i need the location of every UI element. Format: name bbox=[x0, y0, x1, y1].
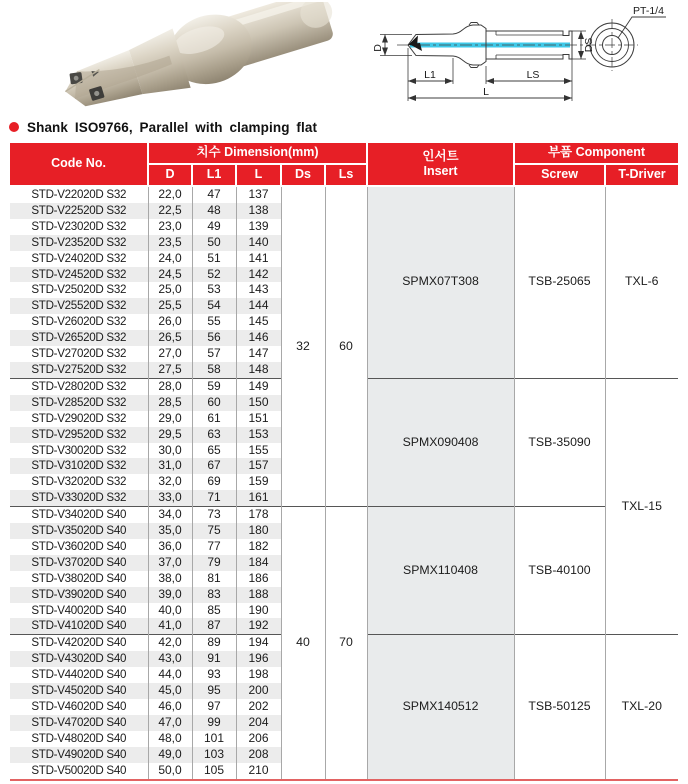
code-cell: STD-V28520D S32 bbox=[10, 395, 148, 411]
code-cell: STD-V25020D S32 bbox=[10, 282, 148, 298]
dim-l1-cell: 54 bbox=[192, 298, 236, 314]
dim-l1-cell: 58 bbox=[192, 362, 236, 378]
dim-l1-cell: 60 bbox=[192, 395, 236, 411]
dim-l-cell: 184 bbox=[236, 555, 281, 571]
dim-d-cell: 27,5 bbox=[148, 362, 192, 378]
code-cell: STD-V25520D S32 bbox=[10, 298, 148, 314]
dim-l1-cell: 85 bbox=[192, 603, 236, 619]
dim-l1-cell: 56 bbox=[192, 330, 236, 346]
screw-cell: TSB-50125 bbox=[514, 635, 605, 780]
dim-d-cell: 23,0 bbox=[148, 219, 192, 235]
dim-l-cell: 180 bbox=[236, 523, 281, 539]
code-cell: STD-V24020D S32 bbox=[10, 251, 148, 267]
col-header-code: Code No. bbox=[10, 143, 148, 186]
code-cell: STD-V22020D S32 bbox=[10, 186, 148, 203]
dim-l1-cell: 93 bbox=[192, 667, 236, 683]
dim-d-cell: 47,0 bbox=[148, 715, 192, 731]
dim-l-cell: 147 bbox=[236, 346, 281, 362]
dim-d-cell: 32,0 bbox=[148, 474, 192, 490]
dim-l-cell: 188 bbox=[236, 587, 281, 603]
tdriver-cell: TXL-15 bbox=[605, 378, 678, 635]
code-cell: STD-V22520D S32 bbox=[10, 203, 148, 219]
ls-cell: 60 bbox=[325, 186, 367, 507]
code-cell: STD-V34020D S40 bbox=[10, 507, 148, 523]
col-header-tdriver: T-Driver bbox=[605, 164, 678, 186]
dim-l1-cell: 101 bbox=[192, 731, 236, 747]
dim-l-cell: 204 bbox=[236, 715, 281, 731]
dim-l-cell: 146 bbox=[236, 330, 281, 346]
code-cell: STD-V29020D S32 bbox=[10, 411, 148, 427]
dim-l-cell: 141 bbox=[236, 251, 281, 267]
dim-d-cell: 28,5 bbox=[148, 395, 192, 411]
spec-table-body bbox=[10, 186, 678, 780]
dim-l1-cell: 75 bbox=[192, 523, 236, 539]
code-cell: STD-V46020D S40 bbox=[10, 699, 148, 715]
dim-l1-cell: 67 bbox=[192, 458, 236, 474]
col-header-component: 부품 Component bbox=[514, 143, 678, 164]
dim-l1-cell: 65 bbox=[192, 443, 236, 459]
dim-d-cell: 46,0 bbox=[148, 699, 192, 715]
col-header-screw: Screw bbox=[514, 164, 605, 186]
dim-l-cell: 148 bbox=[236, 362, 281, 378]
insert-cell: SPMX07T308 bbox=[367, 186, 514, 378]
dim-l-cell: 192 bbox=[236, 618, 281, 634]
dim-l-cell: 159 bbox=[236, 474, 281, 490]
dim-d-cell: 27,0 bbox=[148, 346, 192, 362]
dim-d-cell: 24,5 bbox=[148, 267, 192, 283]
drill-technical-diagram bbox=[350, 0, 688, 114]
code-cell: STD-V33020D S32 bbox=[10, 490, 148, 506]
code-cell: STD-V35020D S40 bbox=[10, 523, 148, 539]
dim-l-cell: 149 bbox=[236, 378, 281, 394]
screw-cell: TSB-25065 bbox=[514, 186, 605, 378]
dim-l-cell: 137 bbox=[236, 186, 281, 203]
dim-l1-cell: 53 bbox=[192, 282, 236, 298]
dim-l1-cell: 73 bbox=[192, 507, 236, 523]
code-cell: STD-V23020D S32 bbox=[10, 219, 148, 235]
dim-d-cell: 30,0 bbox=[148, 443, 192, 459]
screw-cell: TSB-35090 bbox=[514, 378, 605, 506]
dim-l-cell: 140 bbox=[236, 235, 281, 251]
dim-l1-cell: 95 bbox=[192, 683, 236, 699]
dim-d-cell: 22,5 bbox=[148, 203, 192, 219]
dim-label-d: D bbox=[372, 44, 384, 52]
code-cell: STD-V40020D S40 bbox=[10, 603, 148, 619]
insert-cell: SPMX140512 bbox=[367, 635, 514, 780]
code-cell: STD-V27520D S32 bbox=[10, 362, 148, 378]
dim-l1-cell: 89 bbox=[192, 635, 236, 651]
dim-d-cell: 33,0 bbox=[148, 490, 192, 506]
dim-l1-cell: 63 bbox=[192, 427, 236, 443]
dim-label-l: L bbox=[483, 86, 489, 98]
dim-l-cell: 208 bbox=[236, 747, 281, 763]
dim-l1-cell: 81 bbox=[192, 571, 236, 587]
dim-l1-cell: 55 bbox=[192, 314, 236, 330]
drill-photo-illustration bbox=[55, 2, 335, 110]
col-header-insert-ko: 인서트 bbox=[422, 149, 459, 163]
dim-l-cell: 196 bbox=[236, 651, 281, 667]
insert-cell: SPMX110408 bbox=[367, 507, 514, 635]
dim-l-cell: 144 bbox=[236, 298, 281, 314]
code-cell: STD-V47020D S40 bbox=[10, 715, 148, 731]
dim-l1-cell: 49 bbox=[192, 219, 236, 235]
dim-d-cell: 44,0 bbox=[148, 667, 192, 683]
code-cell: STD-V36020D S40 bbox=[10, 539, 148, 555]
dim-d-cell: 42,0 bbox=[148, 635, 192, 651]
dim-l-cell: 206 bbox=[236, 731, 281, 747]
dim-l1-cell: 83 bbox=[192, 587, 236, 603]
code-cell: STD-V24520D S32 bbox=[10, 267, 148, 283]
dim-d-cell: 28,0 bbox=[148, 378, 192, 394]
drill-product-photo bbox=[55, 2, 335, 110]
code-cell: STD-V23520D S32 bbox=[10, 235, 148, 251]
code-cell: STD-V29520D S32 bbox=[10, 427, 148, 443]
dim-l-cell: 198 bbox=[236, 667, 281, 683]
code-cell: STD-V39020D S40 bbox=[10, 587, 148, 603]
dim-l-cell: 139 bbox=[236, 219, 281, 235]
dim-l1-cell: 57 bbox=[192, 346, 236, 362]
dim-d-cell: 26,0 bbox=[148, 314, 192, 330]
col-header-l: L bbox=[236, 164, 281, 186]
ls-cell: 70 bbox=[325, 507, 367, 780]
code-cell: STD-V44020D S40 bbox=[10, 667, 148, 683]
table-row bbox=[10, 186, 678, 203]
dim-d-cell: 23,5 bbox=[148, 235, 192, 251]
dim-d-cell: 50,0 bbox=[148, 763, 192, 780]
dim-d-cell: 31,0 bbox=[148, 458, 192, 474]
spec-table bbox=[10, 143, 678, 781]
dim-l1-cell: 105 bbox=[192, 763, 236, 780]
dim-d-cell: 24,0 bbox=[148, 251, 192, 267]
dim-l1-cell: 87 bbox=[192, 618, 236, 634]
col-header-insert-en: Insert bbox=[423, 164, 458, 178]
spec-table-header bbox=[10, 143, 678, 186]
dim-l1-cell: 69 bbox=[192, 474, 236, 490]
section-heading-text: Shank ISO9766, Parallel with clamping flat bbox=[27, 119, 318, 135]
col-header-ls: Ls bbox=[325, 164, 367, 186]
dim-l1-cell: 103 bbox=[192, 747, 236, 763]
code-cell: STD-V50020D S40 bbox=[10, 763, 148, 780]
dim-l-cell: 145 bbox=[236, 314, 281, 330]
dim-l-cell: 210 bbox=[236, 763, 281, 780]
dim-l-cell: 186 bbox=[236, 571, 281, 587]
section-heading bbox=[9, 116, 317, 138]
dim-l1-cell: 99 bbox=[192, 715, 236, 731]
dim-d-cell: 26,5 bbox=[148, 330, 192, 346]
dim-l1-cell: 48 bbox=[192, 203, 236, 219]
tdriver-cell: TXL-6 bbox=[605, 186, 678, 378]
code-cell: STD-V30020D S32 bbox=[10, 443, 148, 459]
dim-l-cell: 151 bbox=[236, 411, 281, 427]
code-cell: STD-V49020D S40 bbox=[10, 747, 148, 763]
dim-d-cell: 45,0 bbox=[148, 683, 192, 699]
dim-label-ds: DS bbox=[583, 37, 595, 53]
code-cell: STD-V43020D S40 bbox=[10, 651, 148, 667]
dim-label-l1: L1 bbox=[424, 69, 436, 81]
dim-d-cell: 39,0 bbox=[148, 587, 192, 603]
dim-l1-cell: 79 bbox=[192, 555, 236, 571]
code-cell: STD-V27020D S32 bbox=[10, 346, 148, 362]
dim-label-ls: LS bbox=[526, 69, 540, 81]
table-row bbox=[10, 507, 678, 523]
dim-d-cell: 36,0 bbox=[148, 539, 192, 555]
dim-l-cell: 138 bbox=[236, 203, 281, 219]
dim-l-cell: 143 bbox=[236, 282, 281, 298]
dim-l-cell: 178 bbox=[236, 507, 281, 523]
col-header-d: D bbox=[148, 164, 192, 186]
code-cell: STD-V28020D S32 bbox=[10, 378, 148, 394]
dim-l1-cell: 61 bbox=[192, 411, 236, 427]
dim-l-cell: 200 bbox=[236, 683, 281, 699]
dim-l-cell: 190 bbox=[236, 603, 281, 619]
dim-l-cell: 153 bbox=[236, 427, 281, 443]
code-cell: STD-V26520D S32 bbox=[10, 330, 148, 346]
dim-l-cell: 150 bbox=[236, 395, 281, 411]
col-header-dimension: 치수 Dimension(mm) bbox=[148, 143, 367, 164]
dim-l1-cell: 52 bbox=[192, 267, 236, 283]
code-cell: STD-V37020D S40 bbox=[10, 555, 148, 571]
insert-cell: SPMX090408 bbox=[367, 378, 514, 506]
code-cell: STD-V45020D S40 bbox=[10, 683, 148, 699]
thread-label: PT-1/4 bbox=[633, 5, 664, 17]
dim-d-cell: 43,0 bbox=[148, 651, 192, 667]
dim-d-cell: 49,0 bbox=[148, 747, 192, 763]
dim-l1-cell: 51 bbox=[192, 251, 236, 267]
code-cell: STD-V26020D S32 bbox=[10, 314, 148, 330]
dim-d-cell: 40,0 bbox=[148, 603, 192, 619]
code-cell: STD-V32020D S32 bbox=[10, 474, 148, 490]
dim-l-cell: 194 bbox=[236, 635, 281, 651]
dim-l1-cell: 59 bbox=[192, 378, 236, 394]
tdriver-cell: TXL-20 bbox=[605, 635, 678, 780]
code-cell: STD-V31020D S32 bbox=[10, 458, 148, 474]
dim-d-cell: 25,5 bbox=[148, 298, 192, 314]
dim-d-cell: 48,0 bbox=[148, 731, 192, 747]
red-bullet-icon bbox=[9, 122, 19, 132]
code-cell: STD-V38020D S40 bbox=[10, 571, 148, 587]
code-cell: STD-V48020D S40 bbox=[10, 731, 148, 747]
col-header-l1: L1 bbox=[192, 164, 236, 186]
screw-cell: TSB-40100 bbox=[514, 507, 605, 635]
dim-l-cell: 155 bbox=[236, 443, 281, 459]
dim-l-cell: 157 bbox=[236, 458, 281, 474]
dim-d-cell: 38,0 bbox=[148, 571, 192, 587]
drill-diagram-drawing bbox=[350, 0, 688, 114]
code-cell: STD-V41020D S40 bbox=[10, 618, 148, 634]
ds-cell: 32 bbox=[281, 186, 325, 507]
code-cell: STD-V42020D S40 bbox=[10, 635, 148, 651]
dim-l-cell: 182 bbox=[236, 539, 281, 555]
dim-d-cell: 29,5 bbox=[148, 427, 192, 443]
dim-l1-cell: 47 bbox=[192, 186, 236, 203]
dim-l1-cell: 77 bbox=[192, 539, 236, 555]
col-header-ds: Ds bbox=[281, 164, 325, 186]
dim-l1-cell: 91 bbox=[192, 651, 236, 667]
dim-d-cell: 22,0 bbox=[148, 186, 192, 203]
dim-d-cell: 25,0 bbox=[148, 282, 192, 298]
dim-l1-cell: 97 bbox=[192, 699, 236, 715]
dim-d-cell: 37,0 bbox=[148, 555, 192, 571]
ds-cell: 40 bbox=[281, 507, 325, 780]
dim-l-cell: 202 bbox=[236, 699, 281, 715]
dim-l-cell: 142 bbox=[236, 267, 281, 283]
dim-d-cell: 29,0 bbox=[148, 411, 192, 427]
dim-l-cell: 161 bbox=[236, 490, 281, 506]
dim-d-cell: 35,0 bbox=[148, 523, 192, 539]
dim-l1-cell: 71 bbox=[192, 490, 236, 506]
dim-d-cell: 34,0 bbox=[148, 507, 192, 523]
dim-l1-cell: 50 bbox=[192, 235, 236, 251]
dim-d-cell: 41,0 bbox=[148, 618, 192, 634]
col-header-insert bbox=[367, 143, 514, 186]
